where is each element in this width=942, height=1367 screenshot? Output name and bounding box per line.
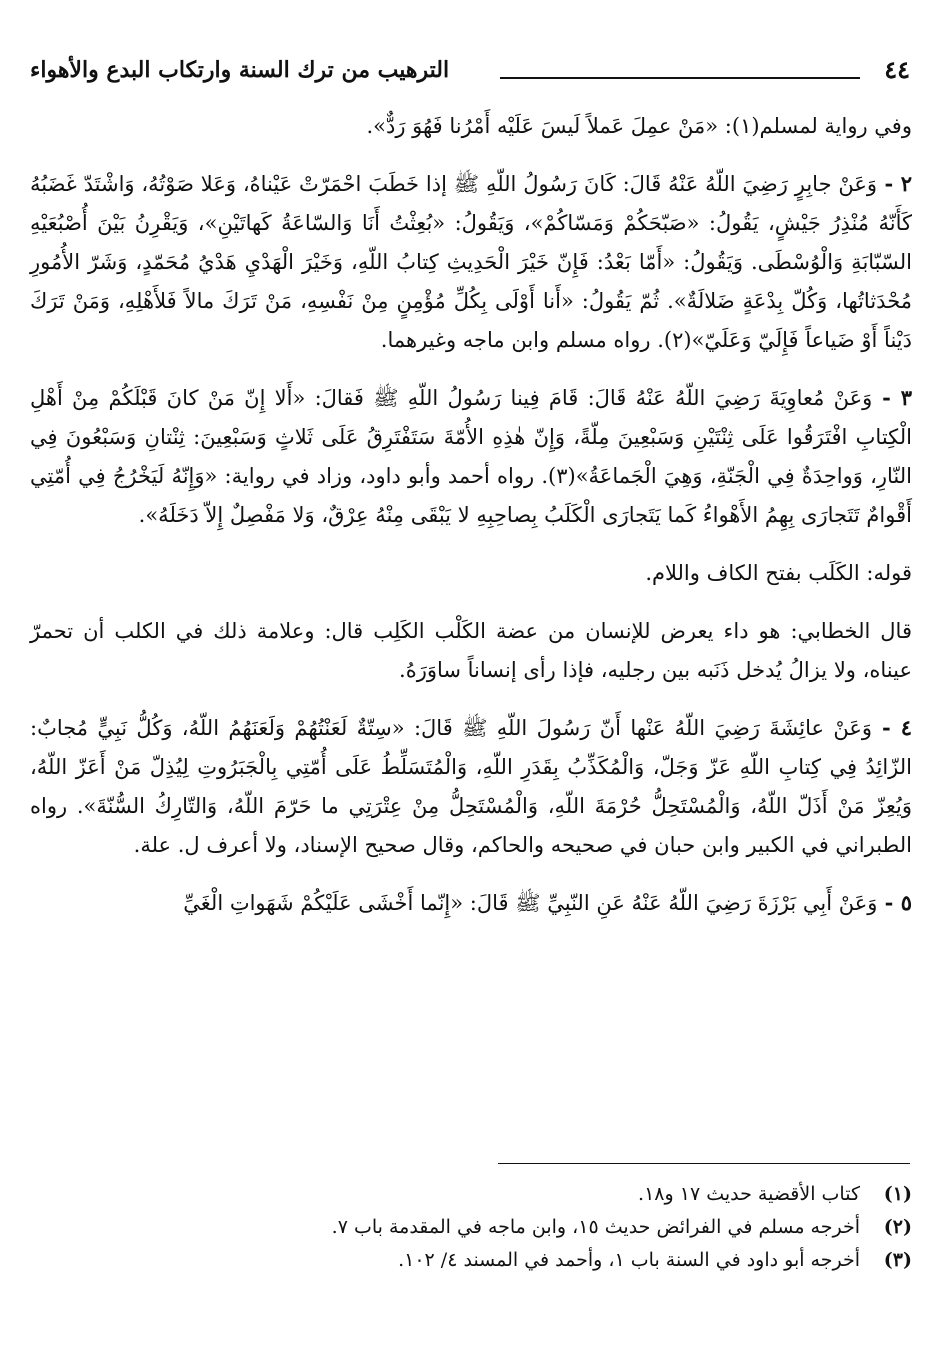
footnote-text: كتاب الأقضية حديث ١٧ و١٨. bbox=[638, 1183, 860, 1205]
footnote bbox=[30, 1178, 912, 1211]
paragraph-text: قوله: الكَلَب بفتح الكاف واللام. bbox=[645, 561, 912, 585]
footnote-text: أخرجه مسلم في الفرائض حديث ١٥، وابن ماجه في المقدمة باب ٧. bbox=[331, 1216, 860, 1238]
hadith-3 bbox=[30, 378, 912, 535]
hadith-5 bbox=[30, 883, 912, 923]
page-number: ٤٤ bbox=[884, 55, 910, 84]
paragraph-text: وَعَنْ عائِشَةَ رَضِيَ اللّهُ عَنْها أَنّ رَسُولَ اللّهِ ﷺ قَالَ: «سِتّةٌ لَعَنْتُهُمْ وَلَعَنَهُمُ اللّهُ، وَكُلُّ نَبِيٍّ مُجابٌ: الزّائِدُ فِي كِتابِ اللّهِ عَزّ وَجَلّ، وَالْمُكَذِّبُ بِقَدَرِ اللّهِ، وَالْمُتَسَلِّطُ عَلَى أُمّتِي بِالْجَبَرُوتِ لِيُذِلّ مَنْ أَعَزّ اللّهُ، وَيُعِزّ مَنْ أَذَلّ اللّهُ، وَالْمُسْتَحِلُّ حُرْمَةَ اللّهِ، وَالْمُسْتَحِلُّ مِنْ عِتْرَتِي ما حَرّمَ اللّهُ، وَالتّارِكُ السُّنّةَ». رواه الطبراني في الكبير وابن حبان في صحيحه والحاكم، وقال صحيح الإسناد، ولا أعرف ل. علة. bbox=[30, 716, 912, 857]
hadith-4 bbox=[30, 708, 912, 865]
footnote-mark: (٣) bbox=[883, 1249, 912, 1271]
hadith-number: ٤ - bbox=[872, 715, 912, 740]
gloss-kalab bbox=[30, 553, 912, 593]
footnote bbox=[30, 1244, 912, 1277]
paragraph-muslim-narration bbox=[30, 106, 912, 146]
khattabi-comment bbox=[30, 611, 912, 690]
paragraph-text: وَعَنْ جابِرٍ رَضِيَ اللّهُ عَنْهُ قَالَ: كَانَ رَسُولُ اللّهِ ﷺ إذا خَطَبَ احْمَرّتْ عَيْناهُ، وَعَلا صَوْتُهُ، وَاشْتَدّ غَضَبُهُ كَأَنّهُ مُنْذِرُ جَيْشٍ، يَقُولُ: «صَبّحَكُمْ وَمَسّاكُمْ»، وَيَقُولُ: «بُعِثْتُ أَنَا وَالسّاعَةُ كَهاتَيْنِ»، وَيَقْرِنُ بَيْنَ أُصْبُعَيْهِ السّبّابَةِ وَالْوُسْطَى. وَيَقُولُ: «أَمّا بَعْدُ: فَإِنّ خَيْرَ الْحَدِيثِ كِتابُ اللّهِ، وَخَيْرَ الْهَدْيِ هَدْيُ مُحَمّدٍ، وَشَرّ الأُمُورِ مُحْدَثاتُها، وَكُلّ بِدْعَةٍ ضَلالَةٌ». ثُمّ يَقُولُ: «أَنا أَوْلَى بِكُلِّ مُؤْمِنٍ مِنْ نَفْسِهِ، مَنْ تَرَكَ مالاً فَلأَهْلِهِ، وَمَنْ تَرَكَ دَيْناً أَوْ ضَياعاً فَإِلَيّ وَعَلَيّ»(٢). رواه مسلم وابن ماجه وغيرهما. bbox=[30, 172, 912, 352]
footnote-mark: (٢) bbox=[883, 1216, 912, 1238]
footnotes bbox=[30, 1178, 912, 1277]
paragraph-text: وَعَنْ مُعاوِيَةَ رَضِيَ اللّهُ عَنْهُ قَالَ: قَامَ فِينا رَسُولُ اللّهِ ﷺ فَقالَ: «أَلا إِنّ مَنْ كانَ قَبْلَكُمْ مِنْ أَهْلِ الْكِتابِ افْتَرَقُوا عَلَى ثِنْتَيْنِ وَسَبْعِينَ مِلّةً، وَإِنّ هٰذِهِ الأُمّةَ سَتَفْتَرِقُ عَلَى ثَلاثٍ وَسَبْعِينَ: ثِنْتانِ وَسَبْعُونَ فِي النّارِ، وَواحِدَةٌ فِي الْجَنّةِ، وَهِيَ الْجَماعَةُ»(٣). رواه أحمد وأبو داود، وزاد في رواية: «وَإِنّهُ لَيَخْرُجُ فِي أُمّتِي أَقْوامٌ تَتَجارَى بِهِمُ الأَهْواءُ كَما يَتَجارَى الْكَلَبُ بِصاحِبِهِ لا يَبْقَى مِنْهُ عِرْقٌ، وَلا مَفْصِلٌ إِلاّ دَخَلَهُ». bbox=[30, 386, 912, 527]
hadith-number: ٢ - bbox=[877, 171, 913, 196]
hadith-number: ٥ - bbox=[877, 890, 912, 915]
footnote-text: أخرجه أبو داود في السنة باب ١، وأحمد في المسند ٤/ ١٠٢. bbox=[398, 1249, 860, 1271]
footnote-separator bbox=[498, 1163, 910, 1164]
paragraph-text: قال الخطابي: هو داء يعرض للإنسان من عضة الكَلْب الكَلِب قال: وعلامة ذلك في الكلب أن تحمرّ عيناه، ولا يزالُ يُدخل ذَنَبه بين رجليه، فإذا رأى إنساناً ساوَرَهُ. bbox=[30, 619, 912, 682]
footnote-mark: (١) bbox=[883, 1183, 912, 1205]
main-text bbox=[30, 106, 912, 941]
hadith-2 bbox=[30, 164, 912, 360]
page-header bbox=[30, 55, 910, 95]
paragraph-text: وفي رواية لمسلم(١): «مَنْ عمِلَ عَملاً لَيسَ عَلَيْه أَمْرُنا فَهُوَ رَدٌّ». bbox=[366, 114, 912, 138]
footnote bbox=[30, 1211, 912, 1244]
paragraph-text: وَعَنْ أَبِي بَرْزَةَ رَضِيَ اللّهُ عَنْهُ عَنِ النّبِيِّ ﷺ قَالَ: «إِنّما أَخْشَى عَلَيْكُمْ شَهَواتِ الْغَيِّ bbox=[183, 891, 878, 915]
hadith-number: ٣ - bbox=[872, 385, 912, 410]
running-title: الترهيب من ترك السنة وارتكاب البدع والأهواء bbox=[30, 57, 450, 83]
header-rule bbox=[500, 77, 860, 79]
